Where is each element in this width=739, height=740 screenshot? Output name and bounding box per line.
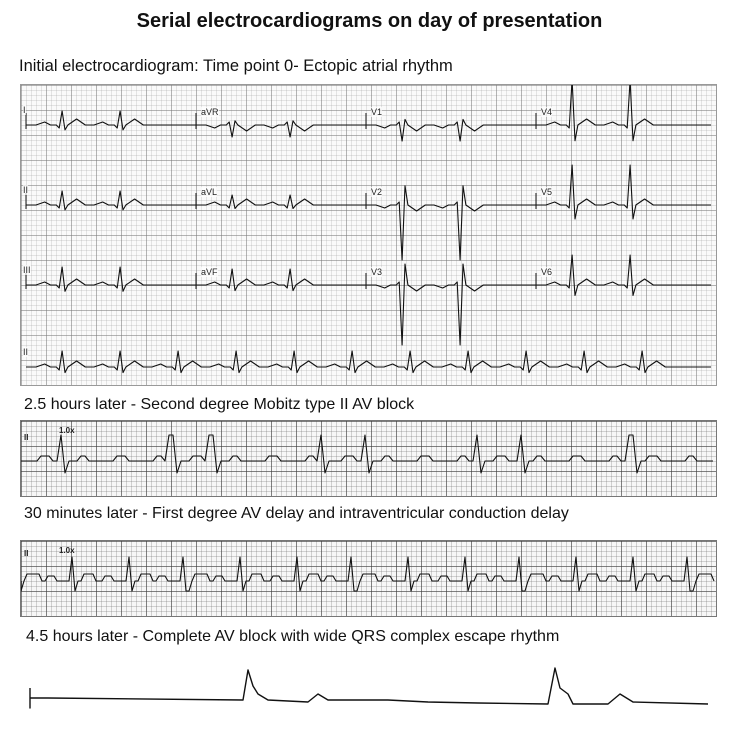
lead-label-ii-rhythm: II [23, 347, 29, 357]
lead-label-ii: II [23, 185, 29, 195]
lead-label-v1: V1 [371, 107, 383, 117]
gain-label: 1.0x [59, 546, 75, 555]
ecg-lead-trace [536, 255, 711, 296]
ecg-rhythm-trace [26, 351, 711, 373]
lead-tag: II [24, 549, 29, 558]
ecg-rhythm-strip-first-degree [20, 540, 717, 617]
ecg-rhythm-strip-complete-block [28, 660, 718, 720]
ecg-trace-mobitz [21, 421, 716, 496]
ecg-12-lead-trace [21, 85, 716, 385]
panel-caption-complete-block: 4.5 hours later - Complete AV block with wide QRS complex escape rhythm [26, 628, 560, 645]
ecg-trace-complete-block [28, 660, 718, 720]
lead-label-avf: aVF [201, 267, 218, 277]
lead-label-v3: V3 [371, 267, 383, 277]
ecg-trace-first-degree [21, 541, 716, 616]
ecg-lead-trace [26, 267, 196, 291]
lead-label-avr: aVR [201, 107, 219, 117]
lead-label-v2: V2 [371, 187, 383, 197]
ecg-lead-trace [196, 269, 366, 291]
ecg-lead-trace [196, 195, 366, 209]
ecg-lead-trace [366, 264, 536, 345]
ecg-lead-trace [26, 191, 196, 210]
panel-caption-mobitz: 2.5 hours later - Second degree Mobitz type II AV block [24, 396, 415, 413]
ecg-lead-trace [196, 121, 366, 137]
ecg-rhythm-strip-mobitz [20, 420, 717, 497]
ecg-lead-trace [536, 85, 711, 141]
lead-label-v6: V6 [541, 267, 553, 277]
ecg-lead-trace [366, 186, 536, 260]
figure-title: Serial electrocardiograms on day of presentation [136, 10, 603, 32]
ecg-lead-trace [366, 119, 536, 141]
lead-tag: II [24, 433, 29, 442]
lead-label-avl: aVL [201, 187, 218, 197]
ecg-trace [30, 668, 708, 708]
ecg-lead-trace [536, 165, 711, 219]
ecg-12-lead-strip [20, 84, 717, 386]
gain-label: 1.0x [59, 426, 75, 435]
panel-caption-first-degree: 30 minutes later - First degree AV delay and intraventricular conduction delay [24, 505, 569, 522]
lead-label-i: I [23, 105, 26, 115]
lead-label-v4: V4 [541, 107, 553, 117]
lead-label-iii: III [23, 265, 31, 275]
ecg-lead-trace [26, 111, 196, 130]
ecg-trace [21, 557, 714, 591]
lead-label-v5: V5 [541, 187, 553, 197]
ecg-trace [21, 435, 713, 473]
panel-caption-initial: Initial electrocardiogram: Time point 0- Ectopic atrial rhythm [19, 57, 453, 75]
